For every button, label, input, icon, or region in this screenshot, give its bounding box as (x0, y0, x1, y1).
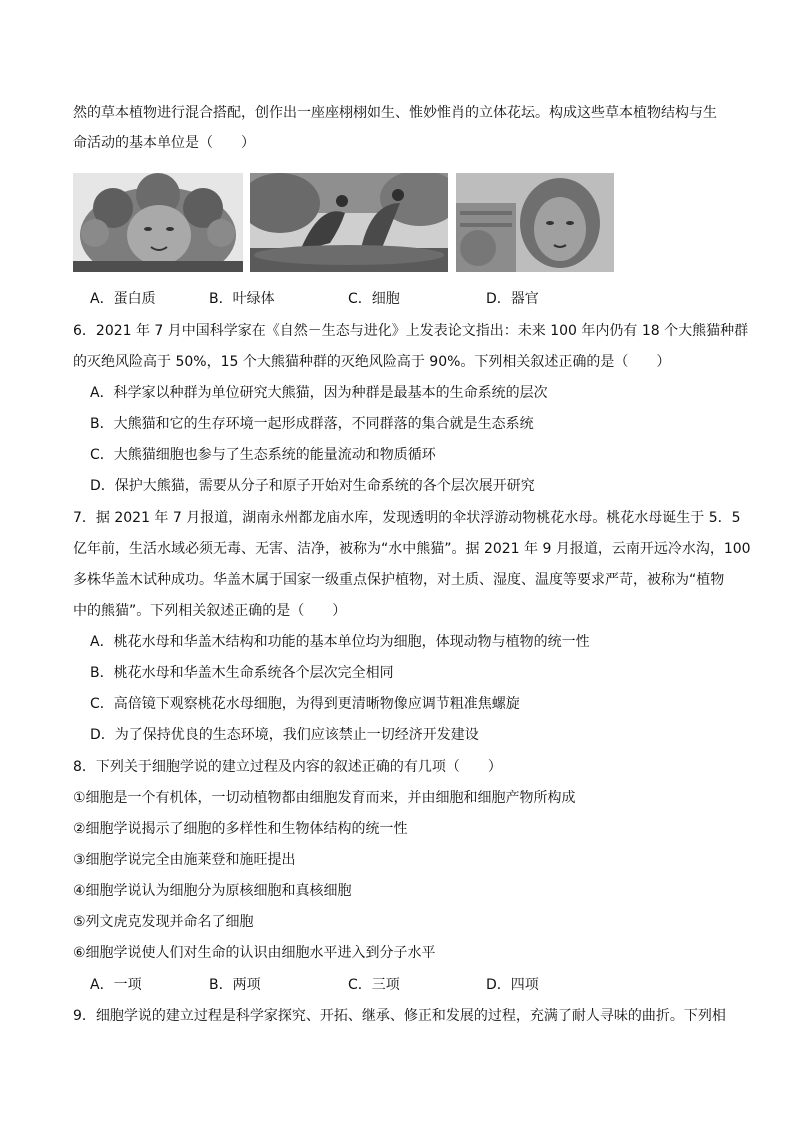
q8-option-d[interactable]: D．四项 (486, 977, 539, 993)
q7-stem-line1: 7．据 2021 年 7 月报道，湖南永州都龙庙水库，发现透明的伞状浮游动物桃花水母。桃花水母诞生于 5．5 (73, 510, 741, 526)
q5-option-b[interactable]: B．叶绿体 (209, 291, 275, 307)
q6-option-d[interactable]: D．保护大熊猫，需要从分子和原子开始对生命系统的各个层次展开研究 (90, 478, 535, 494)
q6-option-a[interactable]: A．科学家以种群为单位研究大熊猫，因为种群是最基本的生命系统的层次 (90, 385, 548, 401)
q7-option-b[interactable]: B．桃花水母和华盖木生命系统各个层次完全相同 (90, 665, 394, 681)
q8-item-6: ⑥细胞学说使人们对生命的认识由细胞水平进入到分子水平 (73, 945, 436, 961)
q8-item-2: ②细胞学说揭示了细胞的多样性和生物体结构的统一性 (73, 821, 408, 837)
q8-item-5: ⑤列文虎克发现并命名了细胞 (73, 914, 254, 930)
q5-option-d[interactable]: D．器官 (486, 291, 539, 307)
q8-item-3: ③细胞学说完全由施莱登和施旺提出 (73, 852, 296, 868)
q8-option-a[interactable]: A．一项 (90, 977, 142, 993)
q5-option-a[interactable]: A．蛋白质 (90, 291, 156, 307)
q5-option-c[interactable]: C．细胞 (348, 291, 400, 307)
q8-stem: 8．下列关于细胞学说的建立过程及内容的叙述正确的有几项（ ） (73, 759, 502, 775)
q7-option-a[interactable]: A．桃花水母和华盖木结构和功能的基本单位均为细胞，体现动物与植物的统一性 (90, 634, 590, 650)
q8-item-1: ①细胞是一个有机体，一切动植物都由细胞发育而来，并由细胞和细胞产物所构成 (73, 790, 576, 806)
q7-option-d[interactable]: D．为了保持优良的生态环境，我们应该禁止一切经济开发建设 (90, 727, 479, 743)
q8-item-4: ④细胞学说认为细胞分为原核细胞和真核细胞 (73, 883, 352, 899)
q8-option-c[interactable]: C．三项 (348, 977, 400, 993)
q7-stem-line2: 亿年前，生活水域必须无毒、无害、洁净，被称为“水中熊猫”。据 2021 年 9 月报道，云南开远冷水沟，100 (73, 541, 751, 557)
peacock-flower-bed-photo (250, 173, 448, 272)
q5-stem-line1: 然的草本植物进行混合搭配，创作出一座座栩栩如生、惟妙惟肖的立体花坛。构成这些草本植物结构与生 (73, 105, 717, 121)
q6-stem-line2: 的灭绝风险高于 50%，15 个大熊猫种群的灭绝风险高于 90%。下列相关叙述正确的是（ ） (73, 354, 671, 370)
q6-stem-line1: 6．2021 年 7 月中国科学家在《自然－生态与进化》上发表论文指出：未来 100 年内仍有 18 个大熊猫种群 (73, 323, 749, 339)
q6-option-b[interactable]: B．大熊猫和它的生存环境一起形成群落，不同群落的集合就是生态系统 (90, 416, 534, 432)
goddess-flower-sculpture-photo (456, 173, 614, 272)
q7-stem-line3: 多株华盖木试种成功。华盖木属于国家一级重点保护植物，对土质、湿度、温度等要求严苛，被称为“植物 (73, 572, 725, 588)
q5-stem-line2: 命活动的基本单位是（ ） (73, 135, 255, 151)
q8-option-b[interactable]: B．两项 (209, 977, 261, 993)
flower-sculpture-face-photo (73, 173, 243, 272)
q6-option-c[interactable]: C．大熊猫细胞也参与了生态系统的能量流动和物质循环 (90, 447, 436, 463)
q7-stem-line4: 中的熊猫”。下列相关叙述正确的是（ ） (73, 603, 347, 619)
q7-option-c[interactable]: C．高倍镜下观察桃花水母细胞，为得到更清晰物像应调节粗准焦螺旋 (90, 696, 520, 712)
q9-stem-line1: 9．细胞学说的建立过程是科学家探究、开拓、继承、修正和发展的过程，充满了耐人寻味的曲折。下列相 (73, 1008, 726, 1024)
